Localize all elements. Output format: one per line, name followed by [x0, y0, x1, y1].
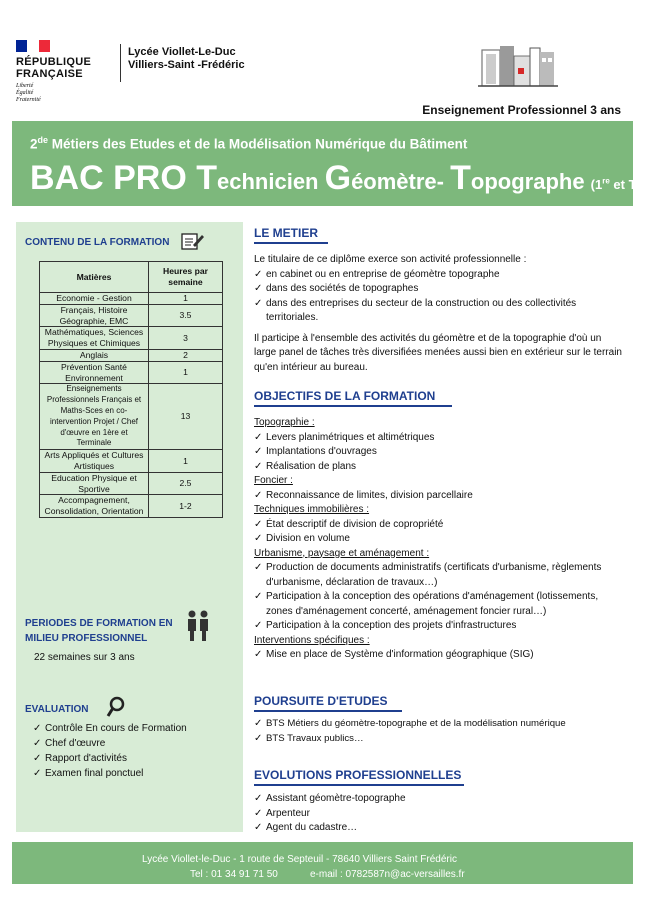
heures-cell: 2.5 [149, 472, 223, 495]
heures-cell: 3 [149, 327, 223, 350]
foncier-heading: Foncier : [254, 475, 293, 486]
heures-cell: 1 [149, 450, 223, 473]
col-matieres: Matières [40, 262, 149, 293]
matiere-cell: Arts Appliqués et Cultures Artistiques [40, 450, 149, 473]
periodes-text: 22 semaines sur 3 ans [34, 652, 135, 663]
school-name [128, 46, 245, 72]
enseignement-label: Enseignement Professionnel 3 ans [422, 103, 621, 117]
topographie-heading: Topographie : [254, 417, 315, 428]
banner-subtitle [30, 135, 467, 152]
list-item: ✓ Levers planimétriques et altimétriques [254, 431, 626, 446]
list-item: ✓ Mise en place de Système d'information géographique (SIG) [254, 648, 626, 663]
flag-icon [16, 40, 50, 52]
table-row [40, 384, 223, 450]
years-part-c: ) [643, 177, 648, 192]
rf-motto-3: Fraternité [16, 97, 41, 103]
title-initial-t2: T [450, 159, 471, 197]
heures-cell: 2 [149, 349, 223, 361]
periodes-title-line1: PERIODES DE FORMATION EN [25, 618, 173, 629]
objectifs-rule [254, 405, 452, 407]
school-line2: Villiers-Saint -Frédéric [128, 59, 245, 71]
footer [12, 842, 633, 884]
list-item: ✓ Implantations d'ouvrages [254, 445, 626, 460]
metier-intro: Le titulaire de ce diplôme exerce son activité professionnelle : [254, 254, 527, 265]
poursuite-rule [254, 710, 402, 712]
list-item: ✓ Agent du cadastre… [254, 821, 626, 836]
footer-tel: Tel : 01 34 91 71 50 [190, 869, 278, 880]
heures-cell: 1 [149, 293, 223, 305]
heures-cell: 1-2 [149, 495, 223, 518]
interventions-heading: Interventions spécifiques : [254, 634, 370, 646]
title-banner [12, 121, 648, 206]
table-row [40, 293, 223, 305]
list-item: ✓ Division en volume [254, 532, 626, 547]
rf-motto-1: Liberté [16, 83, 34, 89]
techniques-heading: Techniques immobilières : [254, 504, 370, 515]
list-item: ✓ Contrôle En cours de Formation [33, 721, 187, 736]
edit-icon [181, 231, 205, 251]
objectifs-section [254, 389, 626, 663]
years-part-b: et T [609, 177, 637, 192]
footer-address: Lycée Viollet-le-Duc - 1 route de Septeuil - 78640 Villiers Saint Frédéric [142, 854, 457, 865]
metier-paragraph: Il participe à l'ensemble des activités du géomètre et de la topographie d'où un large panel de tâches très diversifiées menées aussi bien en extérieur sur le terrain qu'en intérieur au bureau. [254, 332, 622, 373]
matiere-cell: Anglais [40, 349, 149, 361]
table-row [40, 472, 223, 495]
banner-line1: Métiers des Etudes et de la Modélisation Numérique du Bâtiment [48, 136, 468, 152]
heures-cell: 13 [149, 384, 223, 450]
objectifs-title: OBJECTIFS DE LA FORMATION [254, 389, 436, 403]
poursuite-section [254, 694, 626, 746]
title-initial-t: T [196, 159, 218, 197]
years-sup1: re [602, 176, 610, 186]
rf-motto-2: Égalité [16, 90, 34, 96]
magnifier-icon [106, 696, 126, 718]
poursuite-title: POURSUITE D'ETUDES [254, 694, 388, 708]
list-item: ✓ BTS Travaux publics… [254, 732, 626, 747]
list-item: ✓ Reconnaissance de limites, division parcellaire [254, 489, 626, 504]
header-divider [120, 44, 121, 82]
title-initial-g: G [324, 159, 352, 197]
list-item: ✓ Chef d'œuvre [33, 736, 187, 751]
table-row [40, 450, 223, 473]
years-sup2: le [636, 176, 644, 186]
list-item: ✓ BTS Métiers du géomètre-topographe et de la modélisation numérique [254, 717, 626, 732]
evolutions-section [254, 768, 626, 836]
footer-email: e-mail : 0782587n@ac-versailles.fr [310, 869, 465, 880]
table-row [40, 361, 223, 384]
table-row [40, 349, 223, 361]
school-line1: Lycée Viollet-Le-Duc [128, 46, 236, 58]
list-item: ✓ Participation à la conception des projets d'infrastructures [254, 619, 626, 634]
heures-cell: 3.5 [149, 304, 223, 327]
list-item: ✓ dans des sociétés de topographes [254, 282, 626, 297]
metier-rule [254, 242, 328, 244]
bac-pro: BAC PRO [30, 159, 197, 197]
list-item: ✓ Participation à la conception des opérations d'aménagement (lotissements, zones d'aménagement concerté, aménagement foncier rural…) [254, 590, 626, 619]
title-word-geometre: éomètre- [351, 169, 451, 194]
list-item: ✓ Production de documents administratifs (certificats d'urbanisme, règlements d'urbanisme, déclaration de travaux…) [254, 561, 626, 590]
metier-section [254, 226, 626, 375]
matieres-table [39, 261, 223, 518]
evaluation-list [33, 721, 187, 781]
table-row [40, 304, 223, 327]
matiere-cell: Français, Histoire Géographie, EMC [40, 304, 149, 327]
heures-cell: 1 [149, 361, 223, 384]
periodes-title [25, 616, 173, 646]
grade-number: 2 [30, 136, 38, 152]
list-item: ✓ en cabinet ou en entreprise de géomètre topographe [254, 268, 626, 283]
list-item: ✓ État descriptif de division de copropriété [254, 518, 626, 533]
evolutions-title: EVOLUTIONS PROFESSIONNELLES [254, 768, 462, 782]
title-word-technicien: echnicien [217, 169, 325, 194]
school-logo [478, 42, 558, 92]
periodes-title-line2: MILIEU PROFESSIONNEL [25, 633, 148, 644]
matiere-cell: Prévention Santé Environnement [40, 361, 149, 384]
matiere-cell: Enseignements Professionnels Français et Maths-Sces en co-intervention Projet / Chef d'œuvre en 1ère et Terminale [40, 384, 149, 450]
matiere-cell: Education Physique et Sportive [40, 472, 149, 495]
banner-title [30, 159, 648, 198]
republique-francaise-logo [16, 40, 116, 104]
urbanisme-heading: Urbanisme, paysage et aménagement : [254, 547, 430, 559]
people-icon [186, 608, 210, 642]
matiere-cell: Economie - Gestion [40, 293, 149, 305]
list-item: ✓ Assistant géomètre-topographe [254, 792, 626, 807]
table-header-row [40, 262, 223, 293]
table-row [40, 495, 223, 518]
table-row [40, 327, 223, 350]
contenu-title: CONTENU DE LA FORMATION [25, 237, 170, 248]
rf-name-line2: FRANÇAISE [16, 68, 83, 80]
evaluation-title: EVALUATION [25, 704, 89, 715]
title-word-topographe: opographe [470, 169, 591, 194]
list-item: ✓ dans des entreprises du secteur de la construction ou des collectivités territoriales. [254, 297, 626, 326]
left-panel [16, 222, 243, 832]
list-item: ✓ Arpenteur [254, 807, 626, 822]
metier-title: LE METIER [254, 226, 319, 240]
grade-sup: de [37, 135, 49, 145]
list-item: ✓ Rapport d'activités [33, 751, 187, 766]
years-part-a: (1 [590, 177, 603, 192]
evolutions-rule [254, 784, 464, 786]
matiere-cell: Accompagnement, Consolidation, Orientation [40, 495, 149, 518]
list-item: ✓ Examen final ponctuel [33, 766, 187, 781]
matiere-cell: Mathématiques, Sciences Physiques et Chimiques [40, 327, 149, 350]
title-years [591, 177, 648, 192]
col-heures: Heures par semaine [149, 262, 223, 293]
list-item: ✓ Réalisation de plans [254, 460, 626, 475]
rf-name-line1: RÉPUBLIQUE [16, 56, 92, 68]
